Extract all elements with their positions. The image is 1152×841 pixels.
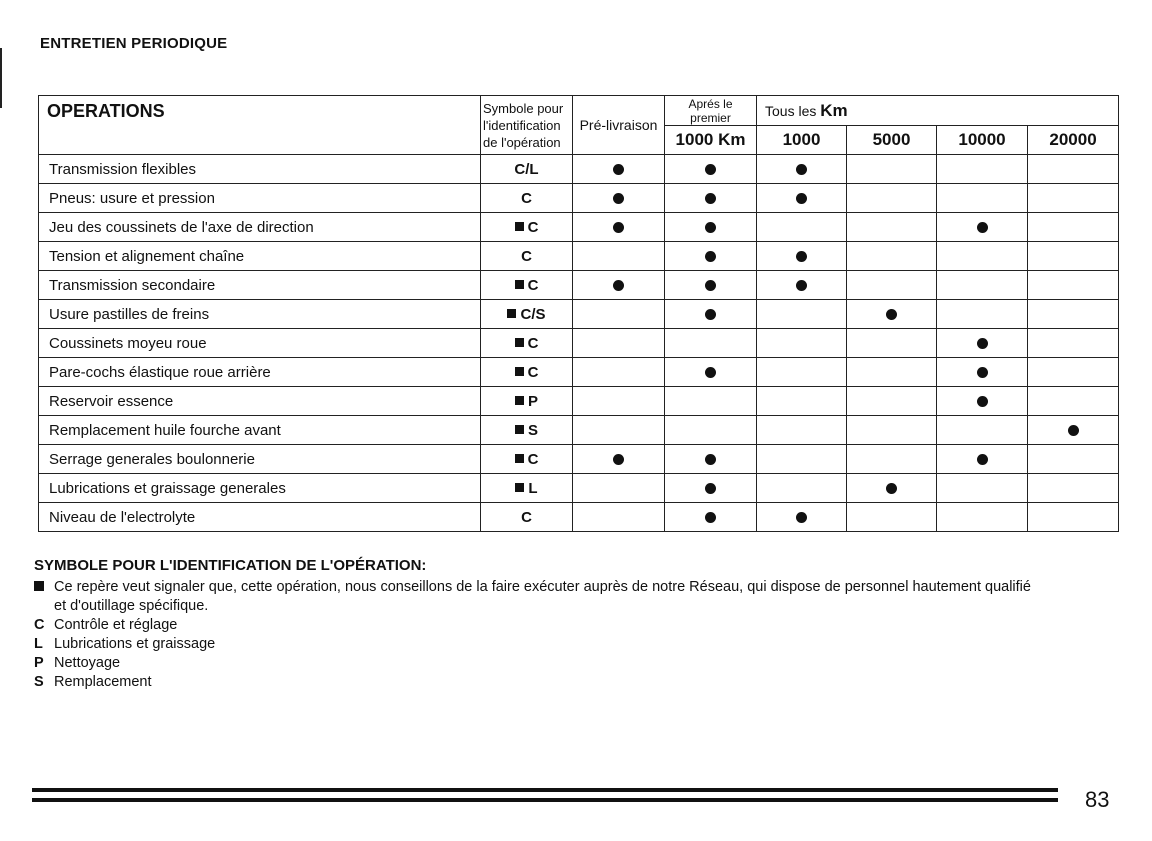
symbol-code: C/S xyxy=(520,305,546,323)
square-bullet-icon xyxy=(515,367,524,376)
schedule-cell xyxy=(937,329,1028,358)
operation-name: Lubrications et graissage generales xyxy=(39,474,481,503)
operation-name: Transmission flexibles xyxy=(39,155,481,184)
legend-item xyxy=(34,616,1124,635)
legend-key: C xyxy=(34,617,45,633)
symbol-code: S xyxy=(527,421,538,439)
schedule-cell xyxy=(937,503,1028,532)
operation-symbol xyxy=(481,445,573,474)
legend-text: Nettoyage xyxy=(54,655,121,671)
legend-key: S xyxy=(34,674,44,690)
interval-header-1000: 1000 xyxy=(757,126,847,155)
maintenance-table xyxy=(38,95,1119,532)
schedule-cell xyxy=(847,387,937,416)
scheduled-dot-icon xyxy=(705,512,716,523)
legend-square-text: Ce repère veut signaler que, cette opération, nous conseillons de la faire exécuter auprès de notre Réseau, qui dispose de personnel hautement qualifié xyxy=(54,579,1031,595)
operation-symbol xyxy=(481,242,573,271)
scheduled-dot-icon xyxy=(977,222,988,233)
table-row xyxy=(39,155,1119,184)
schedule-cell xyxy=(573,242,665,271)
table-row xyxy=(39,184,1119,213)
scheduled-dot-icon xyxy=(705,309,716,320)
schedule-cell xyxy=(847,184,937,213)
scheduled-dot-icon xyxy=(705,251,716,262)
schedule-cell xyxy=(757,155,847,184)
symbol-header: Symbole pour l'identification de l'opération xyxy=(481,96,573,155)
square-bullet-icon xyxy=(515,222,524,231)
symbol-code: C xyxy=(527,450,539,468)
footer-rule-top xyxy=(32,788,1058,792)
footer-rule-bottom xyxy=(32,798,1058,802)
schedule-cell xyxy=(573,503,665,532)
operation-name: Transmission secondaire xyxy=(39,271,481,300)
scheduled-dot-icon xyxy=(977,454,988,465)
schedule-cell xyxy=(573,416,665,445)
schedule-cell xyxy=(757,184,847,213)
schedule-cell xyxy=(665,184,757,213)
table-row xyxy=(39,358,1119,387)
square-bullet-icon xyxy=(507,309,516,318)
scheduled-dot-icon xyxy=(613,222,624,233)
legend-key: L xyxy=(34,636,43,652)
schedule-cell xyxy=(937,213,1028,242)
schedule-cell xyxy=(937,271,1028,300)
table-row xyxy=(39,213,1119,242)
symbol-code: L xyxy=(528,479,538,497)
interval-header-5000: 5000 xyxy=(847,126,937,155)
legend-item-square xyxy=(34,578,1124,597)
legend-item xyxy=(34,635,1124,654)
page-number: 83 xyxy=(1085,787,1110,812)
schedule-cell xyxy=(1028,155,1119,184)
symbol-code: C xyxy=(521,247,532,265)
schedule-cell xyxy=(573,358,665,387)
square-bullet-icon xyxy=(515,483,524,492)
schedule-cell xyxy=(937,445,1028,474)
scheduled-dot-icon xyxy=(613,193,624,204)
schedule-cell xyxy=(847,358,937,387)
scheduled-dot-icon xyxy=(796,251,807,262)
symbol-code: C xyxy=(521,508,532,526)
square-bullet-icon xyxy=(515,454,524,463)
operation-name: Remplacement huile fourche avant xyxy=(39,416,481,445)
legend-key: P xyxy=(34,655,44,671)
schedule-cell xyxy=(665,445,757,474)
operation-symbol xyxy=(481,271,573,300)
operation-name: Reservoir essence xyxy=(39,387,481,416)
operation-symbol xyxy=(481,474,573,503)
operation-symbol xyxy=(481,503,573,532)
schedule-cell xyxy=(847,242,937,271)
scheduled-dot-icon xyxy=(705,280,716,291)
legend-item-square-cont xyxy=(34,597,1124,616)
schedule-cell xyxy=(665,242,757,271)
legend-text: Lubrications et graissage xyxy=(54,636,216,652)
operations-header: OPERATIONS xyxy=(39,96,481,126)
symbol-code: C/L xyxy=(514,160,539,178)
schedule-cell xyxy=(757,358,847,387)
every-km-header: Tous les Km xyxy=(757,96,1119,126)
scheduled-dot-icon xyxy=(977,338,988,349)
legend-text: Remplacement xyxy=(54,674,152,690)
schedule-cell xyxy=(937,155,1028,184)
schedule-cell xyxy=(1028,445,1119,474)
operation-name: Tension et alignement chaîne xyxy=(39,242,481,271)
table-row xyxy=(39,445,1119,474)
schedule-cell xyxy=(937,474,1028,503)
symbol-code: C xyxy=(527,334,539,352)
schedule-cell xyxy=(937,387,1028,416)
schedule-cell xyxy=(937,184,1028,213)
operation-name: Usure pastilles de freins xyxy=(39,300,481,329)
scheduled-dot-icon xyxy=(1068,425,1079,436)
schedule-cell xyxy=(665,358,757,387)
scheduled-dot-icon xyxy=(796,512,807,523)
schedule-cell xyxy=(1028,184,1119,213)
maintenance-table-body xyxy=(39,155,1119,532)
first-km-header: 1000 Km xyxy=(665,126,757,155)
table-row xyxy=(39,503,1119,532)
schedule-cell xyxy=(757,503,847,532)
scheduled-dot-icon xyxy=(886,309,897,320)
schedule-cell xyxy=(665,474,757,503)
schedule-cell xyxy=(757,474,847,503)
schedule-cell xyxy=(757,445,847,474)
operation-symbol xyxy=(481,387,573,416)
schedule-cell xyxy=(937,416,1028,445)
schedule-cell xyxy=(573,445,665,474)
table-row xyxy=(39,271,1119,300)
page-title: ENTRETIEN PERIODIQUE xyxy=(40,35,228,52)
table-row xyxy=(39,242,1119,271)
schedule-cell xyxy=(847,155,937,184)
schedule-cell xyxy=(847,445,937,474)
symbol-code: P xyxy=(527,392,538,410)
legend-item xyxy=(34,654,1124,673)
operation-symbol xyxy=(481,155,573,184)
scheduled-dot-icon xyxy=(977,367,988,378)
schedule-cell xyxy=(847,213,937,242)
legend-item xyxy=(34,673,1124,692)
schedule-cell xyxy=(665,329,757,358)
square-bullet-icon xyxy=(34,581,44,591)
schedule-cell xyxy=(665,300,757,329)
schedule-cell xyxy=(757,387,847,416)
legend-items xyxy=(34,616,1124,692)
scheduled-dot-icon xyxy=(613,164,624,175)
schedule-cell xyxy=(665,213,757,242)
operations-header-spacer xyxy=(39,126,481,155)
schedule-cell xyxy=(573,474,665,503)
interval-header-20000: 20000 xyxy=(1028,126,1119,155)
table-row xyxy=(39,329,1119,358)
square-bullet-icon xyxy=(515,425,524,434)
schedule-cell xyxy=(847,300,937,329)
operation-symbol xyxy=(481,184,573,213)
scheduled-dot-icon xyxy=(705,367,716,378)
operation-name: Coussinets moyeu roue xyxy=(39,329,481,358)
legend-square-text-cont: et d'outillage spécifique. xyxy=(54,598,209,614)
operation-name: Jeu des coussinets de l'axe de direction xyxy=(39,213,481,242)
operation-symbol xyxy=(481,213,573,242)
schedule-cell xyxy=(573,387,665,416)
schedule-cell xyxy=(573,213,665,242)
schedule-cell xyxy=(1028,474,1119,503)
schedule-cell xyxy=(1028,300,1119,329)
schedule-cell xyxy=(1028,271,1119,300)
scheduled-dot-icon xyxy=(886,483,897,494)
scheduled-dot-icon xyxy=(705,164,716,175)
symbol-legend xyxy=(34,557,1124,692)
scheduled-dot-icon xyxy=(705,222,716,233)
schedule-cell xyxy=(937,300,1028,329)
schedule-cell xyxy=(665,387,757,416)
schedule-cell xyxy=(573,300,665,329)
schedule-cell xyxy=(757,416,847,445)
scheduled-dot-icon xyxy=(705,193,716,204)
schedule-cell xyxy=(665,503,757,532)
schedule-cell xyxy=(665,416,757,445)
operation-symbol xyxy=(481,358,573,387)
schedule-cell xyxy=(757,329,847,358)
symbol-code: C xyxy=(521,189,532,207)
operation-name: Pneus: usure et pression xyxy=(39,184,481,213)
operation-name: Niveau de l'electrolyte xyxy=(39,503,481,532)
scheduled-dot-icon xyxy=(796,193,807,204)
schedule-cell xyxy=(847,503,937,532)
schedule-cell xyxy=(937,242,1028,271)
schedule-cell xyxy=(573,271,665,300)
scheduled-dot-icon xyxy=(977,396,988,407)
table-row xyxy=(39,416,1119,445)
first-service-header: Aprés le premier xyxy=(665,96,757,126)
schedule-cell xyxy=(847,474,937,503)
legend-text: Contrôle et réglage xyxy=(54,617,178,633)
symbol-code: C xyxy=(527,218,539,236)
operation-symbol xyxy=(481,416,573,445)
schedule-cell xyxy=(573,329,665,358)
scheduled-dot-icon xyxy=(705,454,716,465)
symbol-code: C xyxy=(527,276,539,294)
schedule-cell xyxy=(847,416,937,445)
scheduled-dot-icon xyxy=(613,280,624,291)
operation-name: Serrage generales boulonnerie xyxy=(39,445,481,474)
schedule-cell xyxy=(1028,242,1119,271)
schedule-cell xyxy=(757,242,847,271)
square-bullet-icon xyxy=(515,396,524,405)
schedule-cell xyxy=(573,184,665,213)
interval-header-10000: 10000 xyxy=(937,126,1028,155)
schedule-cell xyxy=(1028,503,1119,532)
operation-name: Pare-cochs élastique roue arrière xyxy=(39,358,481,387)
legend-title: SYMBOLE POUR L'IDENTIFICATION DE L'OPÉRATION: xyxy=(34,557,427,574)
scheduled-dot-icon xyxy=(796,164,807,175)
schedule-cell xyxy=(757,300,847,329)
left-margin-mark xyxy=(0,48,2,108)
schedule-cell xyxy=(1028,213,1119,242)
table-row xyxy=(39,300,1119,329)
square-bullet-icon xyxy=(515,280,524,289)
operation-symbol xyxy=(481,300,573,329)
pre-delivery-header: Pré-livraison xyxy=(573,96,665,155)
symbol-code: C xyxy=(527,363,539,381)
scheduled-dot-icon xyxy=(796,280,807,291)
scheduled-dot-icon xyxy=(613,454,624,465)
schedule-cell xyxy=(1028,358,1119,387)
schedule-cell xyxy=(937,358,1028,387)
schedule-cell xyxy=(1028,329,1119,358)
schedule-cell xyxy=(1028,416,1119,445)
schedule-cell xyxy=(757,271,847,300)
schedule-cell xyxy=(665,271,757,300)
scheduled-dot-icon xyxy=(705,483,716,494)
square-bullet-icon xyxy=(515,338,524,347)
table-row xyxy=(39,387,1119,416)
schedule-cell xyxy=(573,155,665,184)
schedule-cell xyxy=(847,271,937,300)
schedule-cell xyxy=(665,155,757,184)
schedule-cell xyxy=(1028,387,1119,416)
schedule-cell xyxy=(847,329,937,358)
operation-symbol xyxy=(481,329,573,358)
schedule-cell xyxy=(757,213,847,242)
table-row xyxy=(39,474,1119,503)
